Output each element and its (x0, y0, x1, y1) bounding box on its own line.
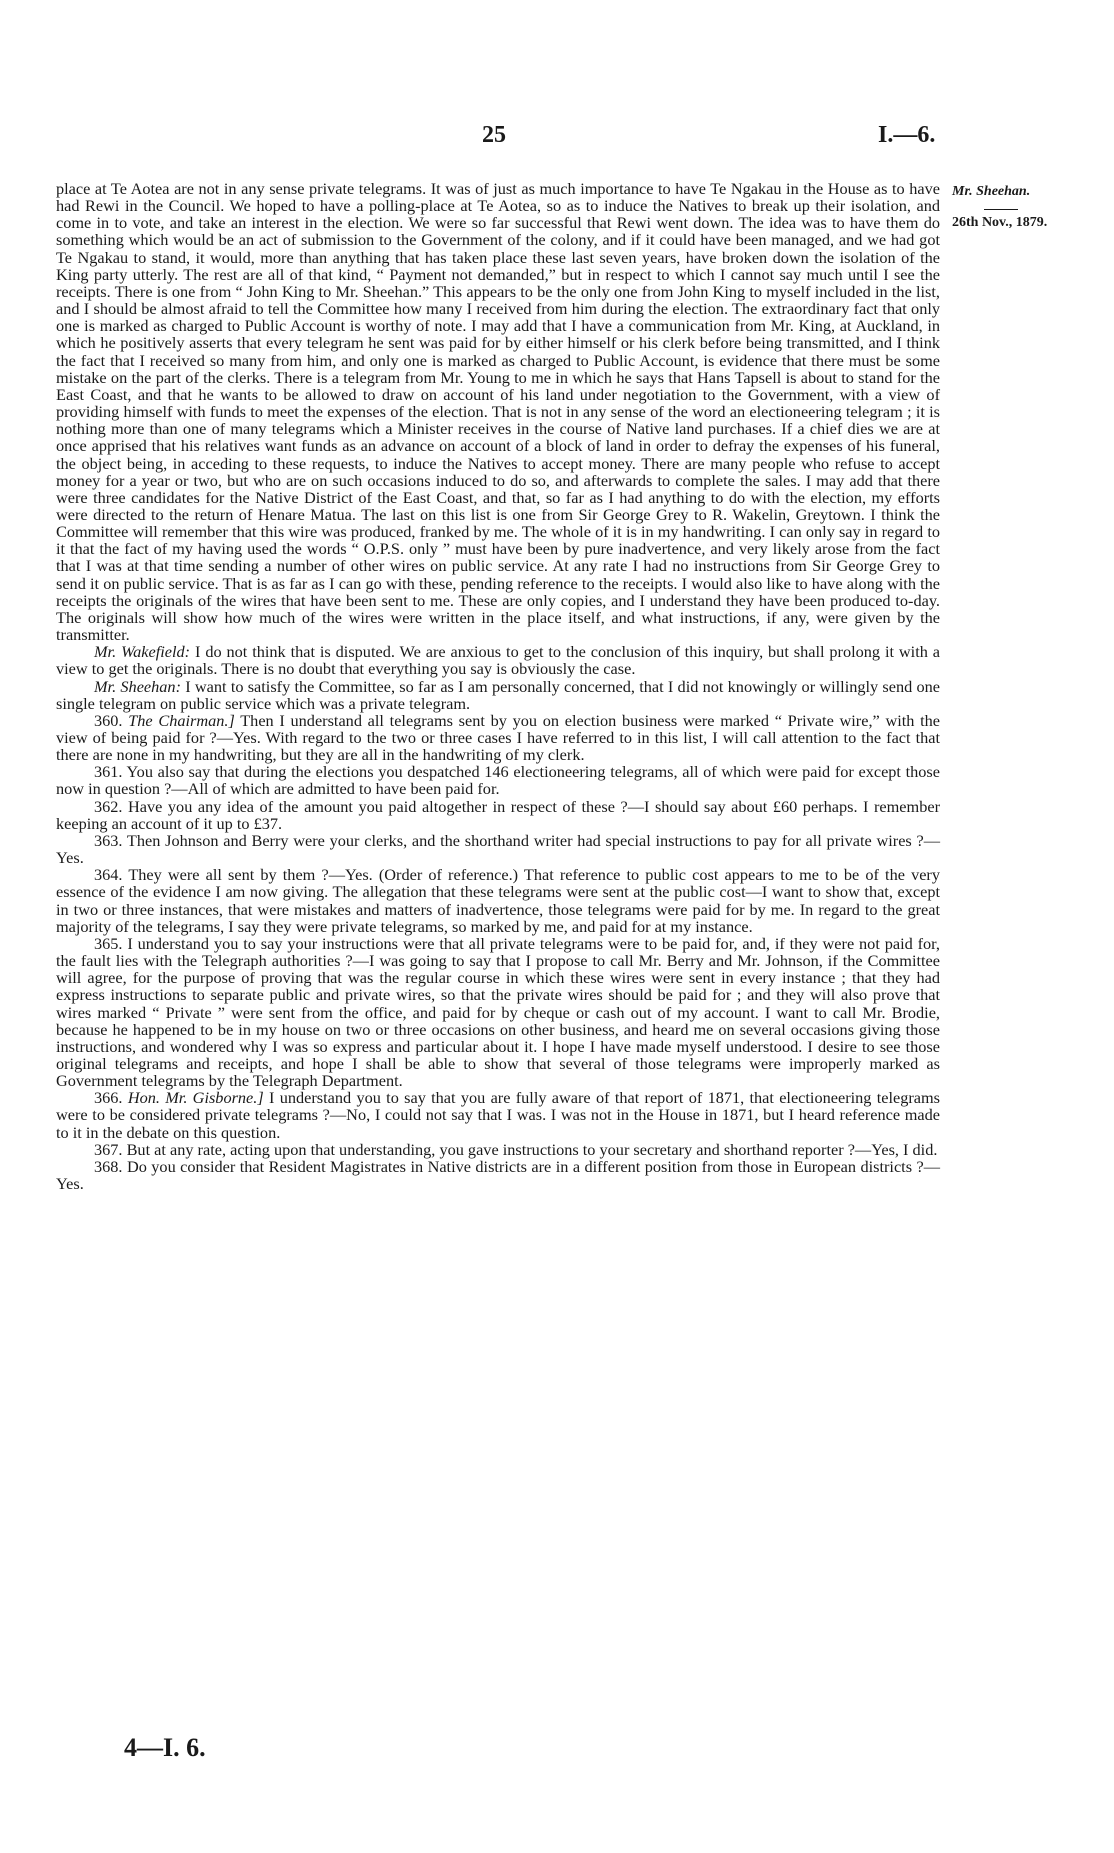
paragraph-text: 367. But at any rate, acting upon that understanding, you gave instructions to your secretary and shorthand reporter ?—Yes, I did. (94, 1139, 938, 1159)
paragraph-text: Then I understand all telegrams sent by you on election business were marked “ Private wire,” with the view of being paid for ?—Yes. With regard to the two or three cases I have referred to in this list, I will call attention to the fact that there are none in my handwriting, but they are all in the handwriting of my clerk. (56, 710, 940, 765)
question-367 (56, 1141, 940, 1158)
margin-date: 26th Nov., 1879. (952, 215, 1048, 230)
main-text (56, 180, 940, 1192)
document-reference: I.—6. (878, 122, 936, 148)
paragraph-text: I want to satisfy the Committee, so far as I am personally concerned, that I did not knowingly or willingly send one single telegram on public service which was a private telegram. (56, 676, 941, 713)
page-number: 25 (482, 122, 506, 148)
page-header (0, 122, 1114, 162)
paragraph-wakefield (56, 643, 940, 677)
signature-mark: 4—I. 6. (124, 1733, 206, 1762)
question-number: 360. (94, 710, 123, 730)
paragraph-sheehan-statement (56, 180, 940, 643)
question-362 (56, 798, 940, 832)
paragraph-text: 364. They were all sent by them ?—Yes. (Order of reference.) That reference to public cost appears to me to be of the very essence of the evidence I am now giving. The allegation that these telegrams were sent at the public cost—I want to show that, except in two or three instances, that were mistakes and matters of inadvertence, those telegrams were paid for by me. In regard to the great majority of the telegrams, I say they were private telegrams, so marked by me, and paid for at my instance. (56, 865, 940, 936)
paragraph-text: I do not think that is disputed. We are anxious to get to the conclusion of this inquiry, but shall prolong it with a view to get the originals. There is no doubt that everything you say is obviously the case. (56, 642, 940, 679)
paragraph-sheehan-reply (56, 678, 940, 712)
question-360 (56, 712, 940, 763)
speaker-name: Hon. Mr. Gisborne.] (127, 1088, 264, 1108)
paragraph-text: 368. Do you consider that Resident Magistrates in Native districts are in a different position from those in European districts ?—Yes. (56, 1156, 940, 1194)
speaker-name: Mr. Sheehan: (94, 676, 181, 696)
paragraph-text: I understand you to say that you are fully aware of that report of 1871, that electioneering telegrams were to be considered private telegrams ?—No, I could not say that I was. I was not in the House in 1871, but I heard reference made to it in the debate on this question. (56, 1088, 941, 1142)
margin-speaker: Mr. Sheehan. (952, 184, 1031, 199)
paragraph-text: 363. Then Johnson and Berry were your clerks, and the shorthand writer had special instructions to pay for all private wires ?—Yes. (56, 830, 940, 868)
paragraph-text: 365. I understand you to say your instructions were that all private telegrams were to be paid for, and, if they were not paid for, the fault lies with the Telegraph authorities ?—I was going to say that I propose to call Mr. Berry and Mr. Johnson, if the Committee will agree, for the purpose of proving that was the regular course in which these wires were sent in every instance ; that they had express instructions to separate public and private wires, so that the private wires should be paid for ; and they will also prove that wires marked “ Private ” were sent from the office, and paid for by cheque or cash out of my account. I want to call Mr. Brodie, because he happened to be in my house on two or three occasions on other business, and heard me on several occasions giving those instructions, and wondered why I was so express and particular about it. I hope I have made myself understood. I desire to see those original telegrams and receipts, and hope I shall be able to show that several of those telegrams were improperly marked as Government telegrams by the Telegraph Department. (56, 933, 940, 1091)
paragraph-text: place at Te Aotea are not in any sense private telegrams. It was of just as much importance to have Te Ngakau in the House as to have had Rewi in the Council. We hoped to have a polling-place at Te Aotea, so as to induce the Natives to break up their isolation, and come in to vote, and take an interest in the election. We were so far successful that Rewi went down. The idea was to have them do something which would be an act of submission to the Government of the colony, and if it could have been managed, and we had got Te Ngakau to stand, it would, more than anything that has taken place these last seven years, have broken down the isolation of the King party utterly. The rest are all of that kind, “ Payment not demanded,” but in respect to which I cannot say much until I see the receipts. There is one from “ John King to Mr. Sheehan.” This appears to be the only one from John King to myself included in the list, and I should be almost afraid to tell the Committee how many I received from him during the election. The extraordinary fact that only one is marked as charged to Public Account is worthy of note. I may add that I have a communication from Mr. King, at Auckland, in which he positively asserts that every telegram he sent was paid for by either himself or his clerk before being transmitted, and I think the fact that I received so many from him, and only one is marked as charged to Public Account, is evidence that there must be some mistake on the part of the clerks. There is a telegram from Mr. Young to me in which he says that Hans Tapsell is about to stand for the East Coast, and that he wants to be allowed to draw on account of his land under negotiation to the Government, with a view of providing himself with funds to meet the expenses of the election. That is not in any sense of the word an electioneering telegram ; it is nothing more than one of many telegrams which a Minister receives in the course of Native land purchases. If a chief dies we are at once apprised that his relatives want funds as an advance on account of a block of land in order to defray the expenses of his funeral, the object being, in acceding to these requests, to induce the Natives to accept money. There are many people who refuse to accept money for a year or two, but who are on such occasions induced to do so, and afterwards to complete the sales. I may add that there were three candidates for the Native District of the East Coast, and that, so far as I had anything to do with the election, my efforts were directed to the return of Henare Matua. The last on this list is one from Sir George Grey to R. Wakelin, Greytown. I think the Committee will remember that this wire was produced, franked by me. The whole of it is in my handwriting. I can only say in regard to it that the fact of my having used the words “ O.P.S. only ” must have been by pure inadvertence, and very likely arose from the fact that I was at that time sending a number of other wires on public service. At any rate I had no instructions from Sir George Grey to send it on public service. That is as far as I can go with these, pending reference to the receipts. I would also like to have along with the receipts the originals of the wires that have been sent to me. These are only copies, and I understand they have been produced to-day. The originals will show how much of the wires were written in the place itself, and what instructions, if any, were given by the transmitter. (56, 179, 940, 645)
paragraph-text: 361. You also say that during the elections you despatched 146 electioneering telegrams, all of which were paid for except those now in question ?—All of which are admitted to have been paid for. (56, 762, 940, 799)
question-361 (56, 763, 940, 797)
question-363 (56, 832, 940, 866)
paragraph-text: 362. Have you any idea of the amount you paid altogether in respect of these ?—I should say about £60 perhaps. I remember keeping an account of it up to £37. (56, 796, 940, 833)
speaker-name: Mr. Wakefield: (94, 642, 191, 662)
question-365 (56, 935, 940, 1089)
margin-divider (984, 209, 1018, 210)
question-368 (56, 1158, 940, 1192)
question-number: 366. (94, 1088, 123, 1108)
speaker-name: The Chairman.] (128, 710, 235, 730)
question-366 (56, 1089, 940, 1140)
question-364 (56, 866, 940, 935)
